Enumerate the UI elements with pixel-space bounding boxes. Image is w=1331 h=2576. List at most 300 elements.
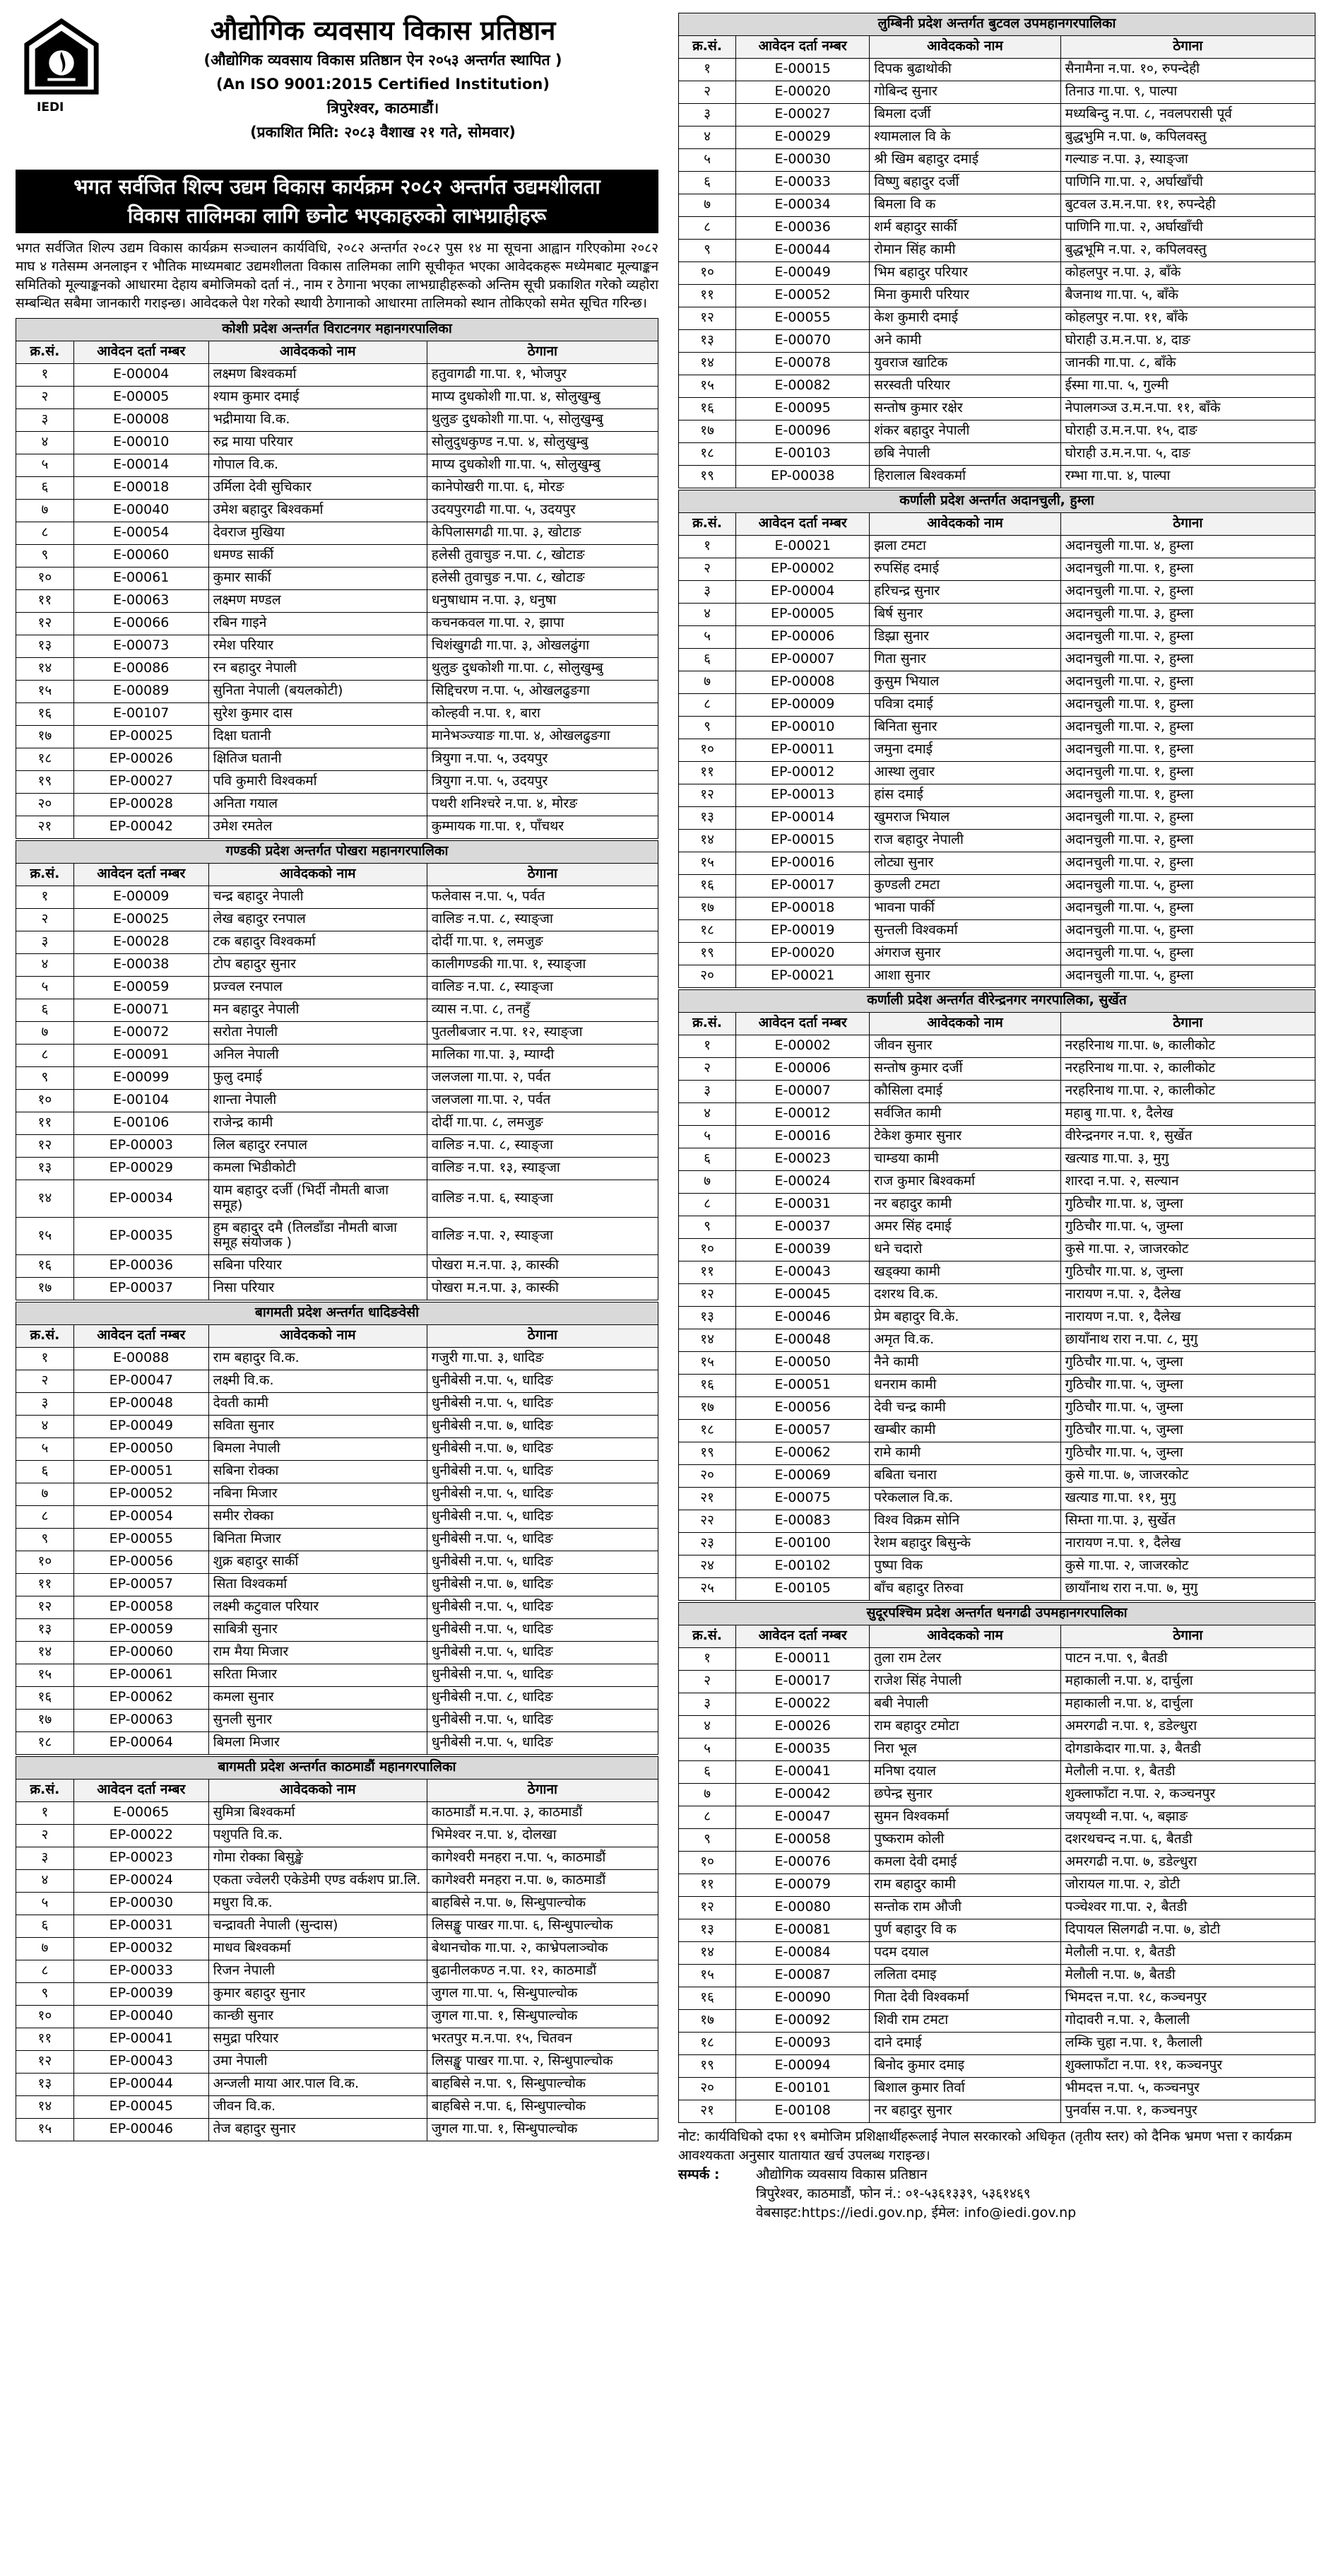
row-applicant-name: रन बहादुर नेपाली [208, 658, 427, 681]
row-reg-no: EP-00004 [736, 581, 870, 604]
row-sn: ३ [679, 104, 736, 127]
row-applicant-name: लक्ष्मी कटुवाल परियार [208, 1596, 427, 1619]
row-reg-no: EP-00014 [736, 807, 870, 830]
row-sn: ९ [16, 545, 74, 567]
beneficiary-table [16, 1302, 658, 1755]
row-applicant-name: हिरालाल बिश्वकर्मा [870, 466, 1060, 488]
row-applicant-name: बाँच बहादुर तिरुवा [870, 1578, 1060, 1601]
row-sn: १३ [679, 807, 736, 830]
row-sn: ५ [16, 454, 74, 477]
row-sn: २० [679, 1465, 736, 1488]
beneficiary-table [678, 989, 1315, 1601]
table-row [679, 581, 1315, 604]
row-reg-no: EP-00006 [736, 626, 870, 649]
row-address: हतुवागढी गा.पा. १, भोजपुर [427, 364, 658, 387]
row-address: कुम्मायक गा.पा. १, पाँचथर [427, 816, 658, 839]
row-applicant-name: राम बहादुर कामी [870, 1874, 1060, 1897]
row-address: पुनर्वास न.पा. १, कञ्चनपुर [1060, 2100, 1315, 2123]
row-reg-no: EP-00013 [736, 784, 870, 807]
row-sn: १० [16, 1551, 74, 1574]
row-reg-no: E-00075 [736, 1488, 870, 1510]
contact-web[interactable]: वेबसाइट:https://iedi.gov.np, ईमेल: info@iedi.gov.np [756, 2205, 1077, 2221]
row-address: धुनीबेसी न.पा. ५, धादिङ [427, 1506, 658, 1529]
row-applicant-name: दशरथ वि.क. [870, 1284, 1060, 1307]
row-applicant-name: बिमला मिजार [208, 1732, 427, 1755]
row-sn: ११ [16, 1112, 74, 1135]
row-applicant-name: विष्णु बहादुर दर्जी [870, 172, 1060, 194]
row-reg-no: E-00004 [73, 364, 208, 387]
table-row [16, 613, 658, 635]
row-applicant-name: देवराज मुखिया [208, 522, 427, 545]
table-row [679, 1307, 1315, 1329]
row-address: अदानचुली गा.पा. ५, हुम्ला [1060, 898, 1315, 920]
table-row [679, 1171, 1315, 1194]
table-row [16, 1461, 658, 1483]
table-row [679, 2055, 1315, 2078]
header-reg-no: आवेदन दर्ता नम्बर [736, 1625, 870, 1648]
row-reg-no: E-00079 [736, 1874, 870, 1897]
row-sn: ८ [16, 1045, 74, 1067]
row-sn: १५ [16, 1664, 74, 1687]
header-name: आवेदकको नाम [870, 1013, 1060, 1035]
row-applicant-name: रेशम बहादुर बिसुन्के [870, 1533, 1060, 1555]
row-sn: ५ [679, 149, 736, 172]
table-row [679, 172, 1315, 194]
iedi-logo-icon [20, 17, 103, 100]
row-reg-no: E-00027 [736, 104, 870, 127]
row-address: जुगल गा.पा. १, सिन्धुपाल्चोक [427, 2119, 658, 2141]
header-address: ठेगाना [427, 1780, 658, 1802]
table-row [679, 262, 1315, 285]
row-sn: ३ [679, 1081, 736, 1103]
row-reg-no: EP-00015 [736, 830, 870, 852]
row-reg-no: EP-00040 [73, 2006, 208, 2028]
row-applicant-name: भावना पार्की [870, 898, 1060, 920]
table-row [16, 816, 658, 839]
row-reg-no: EP-00062 [73, 1687, 208, 1710]
row-address: कुसे गा.पा. ७, जाजरकोट [1060, 1465, 1315, 1488]
table-row [679, 1103, 1315, 1126]
row-sn: १४ [16, 1180, 74, 1218]
row-sn: १७ [679, 898, 736, 920]
row-address: सिद्दिचरण न.पा. ५, ओखलढुङगा [427, 681, 658, 703]
row-applicant-name: कुमार बहादुर सुनार [208, 1983, 427, 2006]
table-row [16, 1802, 658, 1825]
row-applicant-name: अने कामी [870, 330, 1060, 353]
footer [678, 2127, 1315, 2223]
row-address: दशरथचन्द न.पा. ६, बैतडी [1060, 1829, 1315, 1852]
row-applicant-name: छबि नेपाली [870, 443, 1060, 466]
table-row [16, 1529, 658, 1551]
row-address: कागेश्वरी मनहरा न.पा. ७, काठमाडौं [427, 1870, 658, 1893]
row-sn: २४ [679, 1555, 736, 1578]
row-reg-no: EP-00047 [73, 1370, 208, 1393]
row-applicant-name: लिल बहादुर रनपाल [208, 1135, 427, 1158]
row-applicant-name: खम्बीर कामी [870, 1420, 1060, 1442]
row-applicant-name: राजेश सिंह नेपाली [870, 1671, 1060, 1693]
row-address: चिशंखुगढी गा.पा. ३, ओखलढुंगा [427, 635, 658, 658]
row-reg-no: E-00043 [736, 1261, 870, 1284]
row-reg-no: EP-00012 [736, 762, 870, 784]
section-title: कर्णाली प्रदेश अन्तर्गत अदानचुली, हुम्ला [679, 490, 1315, 513]
row-address: अदानचुली गा.पा. ३, हुम्ला [1060, 604, 1315, 626]
row-sn: ६ [16, 1915, 74, 1938]
row-applicant-name: प्रज्वल रनपाल [208, 977, 427, 999]
row-reg-no: EP-00039 [73, 1983, 208, 2006]
row-address: जानकी गा.पा. ८, बाँके [1060, 353, 1315, 375]
row-sn: १ [679, 1648, 736, 1671]
row-address: अदानचुली गा.पा. १, हुम्ला [1060, 558, 1315, 581]
row-address: अदानचुली गा.पा. ४, हुम्ला [1060, 536, 1315, 558]
row-applicant-name: पशुपति वि.क. [208, 1825, 427, 1847]
row-reg-no: EP-00038 [736, 466, 870, 488]
row-applicant-name: प्रेम बहादुर वि.के. [870, 1307, 1060, 1329]
row-reg-no: EP-00059 [73, 1619, 208, 1642]
row-reg-no: E-00015 [736, 59, 870, 81]
row-reg-no: E-00071 [73, 999, 208, 1022]
row-reg-no: EP-00032 [73, 1938, 208, 1960]
header-name: आवेदकको नाम [208, 864, 427, 886]
table-row [679, 1919, 1315, 1942]
row-reg-no: E-00012 [736, 1103, 870, 1126]
row-applicant-name: याम बहादुर दर्जी (भिर्दी नौमती बाजा समूह) [208, 1180, 427, 1218]
row-applicant-name: पदम दयाल [870, 1942, 1060, 1965]
row-reg-no: E-00028 [73, 931, 208, 954]
row-sn: १४ [679, 1942, 736, 1965]
row-address: शुक्लाफाँटा न.पा. ११, कञ्चनपुर [1060, 2055, 1315, 2078]
row-applicant-name: उमेश रमतेल [208, 816, 427, 839]
row-address: घोराही उ.म.न.पा. ५, दाङ [1060, 443, 1315, 466]
row-sn: २ [679, 81, 736, 104]
row-address: धुनीबेसी न.पा. ५, धादिङ [427, 1370, 658, 1393]
row-address: नारायण न.पा. १, दैलेख [1060, 1307, 1315, 1329]
row-address: व्यास न.पा. ८, तनहुँ [427, 999, 658, 1022]
row-reg-no: E-00021 [736, 536, 870, 558]
table-row [679, 1806, 1315, 1829]
header-sn: क्र.सं. [16, 1780, 74, 1802]
row-address: भिमदत्त न.पा. १८, कञ्चनपुर [1060, 1987, 1315, 2010]
row-reg-no: E-00017 [736, 1671, 870, 1693]
table-row [16, 1870, 658, 1893]
row-reg-no: E-00061 [73, 567, 208, 590]
table-row [679, 1284, 1315, 1307]
contact-phone: त्रिपुरेश्वर, काठमाडौं, फोन नं.: ०१-५३६१३३९, ५३६१४६९ [756, 2186, 1031, 2201]
row-applicant-name: सर्वजित कामी [870, 1103, 1060, 1126]
row-reg-no: E-00050 [736, 1352, 870, 1375]
row-address: गुठिचौर गा.पा. ५, जुम्ला [1060, 1442, 1315, 1465]
table-row [16, 2051, 658, 2074]
row-applicant-name: भिम बहादुर परियार [870, 262, 1060, 285]
row-reg-no: E-00040 [73, 500, 208, 522]
table-row [679, 920, 1315, 943]
row-address: अदानचुली गा.पा. ५, हुम्ला [1060, 875, 1315, 898]
table-row [679, 1739, 1315, 1761]
row-address: माप्य दुधकोशी गा.पा. ५, सोलुखुम्बु [427, 454, 658, 477]
row-address: धुनीबेसी न.पा. ७, धादिङ [427, 1438, 658, 1461]
table-row [16, 658, 658, 681]
row-reg-no: EP-00043 [73, 2051, 208, 2074]
row-reg-no: E-00099 [73, 1067, 208, 1090]
row-address: भीमदत्त न.पा. ५, कञ्चनपुर [1060, 2078, 1315, 2100]
row-reg-no: E-00089 [73, 681, 208, 703]
table-row [679, 604, 1315, 626]
row-address: थुलुङ दुधकोशी गा.पा. ५, सोलुखुम्बु [427, 409, 658, 432]
row-sn: १६ [16, 1255, 74, 1278]
row-applicant-name: कुण्डली टमटा [870, 875, 1060, 898]
table-row [16, 1551, 658, 1574]
table-row [16, 1438, 658, 1461]
table-row [679, 81, 1315, 104]
logo-text: IEDI [37, 100, 64, 114]
row-sn: १० [16, 2006, 74, 2028]
row-reg-no: EP-00007 [736, 649, 870, 671]
row-reg-no: E-00009 [73, 886, 208, 909]
row-reg-no: EP-00031 [73, 1915, 208, 1938]
row-reg-no: E-00094 [736, 2055, 870, 2078]
table-row [679, 1555, 1315, 1578]
row-address: हलेसी तुवाचुङ न.पा. ८, खोटाङ [427, 567, 658, 590]
row-applicant-name: सन्तोष कुमार दर्जी [870, 1058, 1060, 1081]
row-reg-no: E-00056 [736, 1397, 870, 1420]
row-reg-no: E-00055 [736, 307, 870, 330]
row-reg-no: EP-00009 [736, 694, 870, 717]
row-applicant-name: राम बहादुर वि.क. [208, 1348, 427, 1370]
table-row [679, 375, 1315, 398]
row-address: अदानचुली गा.पा. १, हुम्ला [1060, 784, 1315, 807]
row-applicant-name: परेकलाल वि.क. [870, 1488, 1060, 1510]
row-address: दोर्दी गा.पा. ८, लमजुङ [427, 1112, 658, 1135]
row-sn: १३ [16, 2074, 74, 2096]
table-row [679, 1874, 1315, 1897]
row-applicant-name: सबिना रोक्का [208, 1461, 427, 1483]
row-reg-no: EP-00034 [73, 1180, 208, 1218]
row-applicant-name: अमृत वि.क. [870, 1329, 1060, 1352]
row-address: धुनीबेसी न.पा. ५, धादिङ [427, 1619, 658, 1642]
table-row [679, 307, 1315, 330]
row-reg-no: EP-00003 [73, 1135, 208, 1158]
row-sn: १६ [679, 1987, 736, 2010]
row-sn: १० [679, 739, 736, 762]
row-address: बुटवल उ.म.न.पा. ११, रुपन्देही [1060, 194, 1315, 217]
row-address: वीरेन्द्रनगर न.पा. १, सुर्खेत [1060, 1126, 1315, 1148]
table-row [16, 1135, 658, 1158]
table-row [679, 127, 1315, 149]
row-sn: ४ [679, 127, 736, 149]
row-applicant-name: हुम बहादुर दमै (तिलडाँडा नौमती बाजा समूह संयोजक ) [208, 1218, 427, 1255]
row-sn: १ [16, 886, 74, 909]
table-row [16, 1255, 658, 1278]
row-address: अदानचुली गा.पा. ५, हुम्ला [1060, 943, 1315, 965]
table-row [679, 420, 1315, 443]
row-address: दिपायल सिलगढी न.पा. ७, डोटी [1060, 1919, 1315, 1942]
row-reg-no: E-00059 [73, 977, 208, 999]
header-sn: क्र.सं. [16, 341, 74, 364]
table-row [16, 1022, 658, 1045]
row-sn: १२ [679, 1284, 736, 1307]
row-applicant-name: श्री खिम बहादुर दमाई [870, 149, 1060, 172]
row-reg-no: EP-00049 [73, 1416, 208, 1438]
header-address: ठेगाना [1060, 513, 1315, 536]
row-applicant-name: हांस दमाई [870, 784, 1060, 807]
row-applicant-name: जीवन वि.क. [208, 2096, 427, 2119]
row-sn: १४ [16, 1642, 74, 1664]
row-sn: २ [16, 387, 74, 409]
table-row [16, 977, 658, 999]
row-address: बुढानीलकण्ठ न.पा. १२, काठमाडौं [427, 1960, 658, 1983]
row-applicant-name: नर बहादुर कामी [870, 1194, 1060, 1216]
row-applicant-name: सुन्तली विश्वकर्मा [870, 920, 1060, 943]
row-reg-no: EP-00044 [73, 2074, 208, 2096]
beneficiary-table [678, 490, 1315, 988]
table-row [16, 1045, 658, 1067]
table-row [679, 898, 1315, 920]
row-address: गुठिचौर गा.पा. ५, जुम्ला [1060, 1375, 1315, 1397]
table-row [16, 1278, 658, 1300]
row-sn: ४ [16, 954, 74, 977]
contact-label: सम्पर्क : [678, 2167, 720, 2182]
row-reg-no: E-00024 [736, 1171, 870, 1194]
table-row [16, 522, 658, 545]
table-row [16, 1825, 658, 1847]
row-address: अदानचुली गा.पा. १, हुम्ला [1060, 694, 1315, 717]
row-applicant-name: रोमान सिंह कामी [870, 240, 1060, 262]
row-address: अदानचुली गा.पा. २, हुम्ला [1060, 717, 1315, 739]
row-address: खत्याड गा.पा. ११, मुगु [1060, 1488, 1315, 1510]
table-row [679, 1442, 1315, 1465]
row-reg-no: E-00046 [736, 1307, 870, 1329]
row-address: नेपालगञ्ज उ.म.न.पा. ११, बाँके [1060, 398, 1315, 420]
row-applicant-name: पुष्कराम कोली [870, 1829, 1060, 1852]
row-applicant-name: सरिता मिजार [208, 1664, 427, 1687]
row-address: थुलुङ दुधकोशी गा.पा. ८, सोलुखुम्बु [427, 658, 658, 681]
row-address: अदानचुली गा.पा. २, हुम्ला [1060, 830, 1315, 852]
row-address: जयपृथ्वी न.पा. ५, बझाङ [1060, 1806, 1315, 1829]
row-address: त्रियुगा न.पा. ५, उदयपुर [427, 748, 658, 771]
row-sn: १४ [679, 353, 736, 375]
row-applicant-name: निरा भूल [870, 1739, 1060, 1761]
row-address: अदानचुली गा.पा. १, हुम्ला [1060, 762, 1315, 784]
row-address: बैजनाथ गा.पा. ५, बाँके [1060, 285, 1315, 307]
table-row [16, 748, 658, 771]
header-name: आवेदकको नाम [208, 1780, 427, 1802]
row-sn: १३ [679, 330, 736, 353]
row-sn: ६ [679, 1761, 736, 1784]
row-address: सिम्ता गा.पा. ३, सुर्खेत [1060, 1510, 1315, 1533]
row-sn: १२ [679, 1897, 736, 1919]
banner-line-2: विकास तालिमका लागि छनोट भएकाहरुको लाभग्राहीहरू [127, 204, 547, 228]
row-sn: ११ [16, 1574, 74, 1596]
row-sn: ८ [679, 694, 736, 717]
row-reg-no: E-00014 [73, 454, 208, 477]
row-address: गुठिचौर गा.पा. ५, जुम्ला [1060, 1397, 1315, 1420]
row-applicant-name: समुद्रा परियार [208, 2028, 427, 2051]
row-sn: ७ [679, 194, 736, 217]
row-applicant-name: रुद्र माया परियार [208, 432, 427, 454]
table-row [16, 726, 658, 748]
row-reg-no: E-00088 [73, 1348, 208, 1370]
row-reg-no: EP-00033 [73, 1960, 208, 1983]
row-reg-no: E-00069 [736, 1465, 870, 1488]
row-sn: १७ [16, 726, 74, 748]
table-row [679, 1397, 1315, 1420]
table-row [16, 432, 658, 454]
row-applicant-name: बिमला वि क [870, 194, 1060, 217]
row-sn: १८ [16, 748, 74, 771]
row-reg-no: EP-00064 [73, 1732, 208, 1755]
row-applicant-name: लक्ष्मण बिश्वकर्मा [208, 364, 427, 387]
row-address: धुनीबेसी न.पा. ५, धादिङ [427, 1461, 658, 1483]
row-address: गुठिचौर गा.पा. ५, जुम्ला [1060, 1420, 1315, 1442]
row-reg-no: EP-00030 [73, 1893, 208, 1915]
row-reg-no: E-00104 [73, 1090, 208, 1112]
table-row [679, 1761, 1315, 1784]
header-reg-no: आवेदन दर्ता नम्बर [736, 1013, 870, 1035]
section-title: कोशी प्रदेश अन्तर्गत विराटनगर महानगरपालिका [16, 319, 658, 341]
row-applicant-name: बिमला दर्जी [870, 104, 1060, 127]
row-applicant-name: पवित्रा दमाई [870, 694, 1060, 717]
table-row [679, 1965, 1315, 1987]
row-applicant-name: बिनिता मिजार [208, 1529, 427, 1551]
row-reg-no: EP-00046 [73, 2119, 208, 2141]
row-applicant-name: शिवी राम टमटा [870, 2010, 1060, 2033]
row-address: माप्य दुधकोशी गा.पा. ४, सोलुखुम्बु [427, 387, 658, 409]
row-address: पुतलीबजार न.पा. १२, स्याङ्जा [427, 1022, 658, 1045]
row-applicant-name: राजेन्द्र कामी [208, 1112, 427, 1135]
row-reg-no: EP-00050 [73, 1438, 208, 1461]
row-applicant-name: बिशाल कुमार तिर्वा [870, 2078, 1060, 2100]
row-address: पाणिनि गा.पा. २, अर्घाखाँची [1060, 172, 1315, 194]
row-reg-no: EP-00060 [73, 1642, 208, 1664]
table-row [16, 590, 658, 613]
table-row [679, 285, 1315, 307]
table-row [16, 1158, 658, 1180]
table-row [679, 1693, 1315, 1716]
table-row [16, 2119, 658, 2141]
table-row [679, 1942, 1315, 1965]
row-reg-no: E-00002 [736, 1035, 870, 1058]
row-reg-no: E-00016 [736, 1126, 870, 1148]
row-sn: ५ [679, 1739, 736, 1761]
table-row [679, 965, 1315, 988]
row-address: अदानचुली गा.पा. २, हुम्ला [1060, 626, 1315, 649]
header-address: ठेगाना [427, 341, 658, 364]
row-applicant-name: सुनिता नेपाली (बयलकोटी) [208, 681, 427, 703]
row-address: नरहरिनाथ गा.पा. २, कालीकोट [1060, 1081, 1315, 1103]
row-reg-no: EP-00029 [73, 1158, 208, 1180]
iso-line: (An ISO 9001:2015 Certified Institution) [216, 76, 550, 93]
notice-paragraph: भगत सर्वजित शिल्प उद्यम विकास कार्यक्रम सञ्चालन कार्यविधि, २०८२ अन्तर्गत २०८२ पुस १४ मा सूचना आह्वान गरिएकोमा २०८२ माघ ४ गतेसम्म अनलाइन र भौतिक माध्यमबाट उद्यमशीलता विकास तालिमका लागि सूचीकृत भएका आवेदकहरू मध्येमबाट मूल्याङ्कन समितिको मूल्याङ्कनको आधारमा देहाय बमोजिमको दर्ता नं., नाम र ठेगाना भएका लाभग्राहीहरूको अन्तिम सूची प्रकाशित गरेको व्यहोरा सम्बन्धित सबैमा जानकारी गराइन्छ। आवेदकले पेश गरेको स्थायी ठेगानाको आधारमा तालिमको स्थान तोकिएको समेत सूचित गरिन्छ। [16, 240, 658, 311]
row-reg-no: EP-00023 [73, 1847, 208, 1870]
row-reg-no: E-00070 [736, 330, 870, 353]
row-sn: १३ [16, 635, 74, 658]
row-address: नारायण न.पा. २, दैलेख [1060, 1284, 1315, 1307]
row-reg-no: E-00087 [736, 1965, 870, 1987]
row-sn: ९ [16, 1529, 74, 1551]
table-row [679, 807, 1315, 830]
row-applicant-name: लेख बहादुर रनपाल [208, 909, 427, 931]
section-title: बागमती प्रदेश अन्तर्गत काठमाडौं महानगरपालिका [16, 1757, 658, 1780]
table-row [679, 2078, 1315, 2100]
section-title: गण्डकी प्रदेश अन्तर्गत पोखरा महानगरपालिका [16, 841, 658, 864]
table-row [679, 466, 1315, 488]
header-name: आवेदकको नाम [870, 36, 1060, 59]
row-address: अदानचुली गा.पा. २, हुम्ला [1060, 852, 1315, 875]
row-sn: ४ [679, 1103, 736, 1126]
row-sn: ९ [679, 240, 736, 262]
row-sn: ६ [16, 477, 74, 500]
row-sn: ७ [679, 1784, 736, 1806]
row-sn: १२ [16, 1596, 74, 1619]
